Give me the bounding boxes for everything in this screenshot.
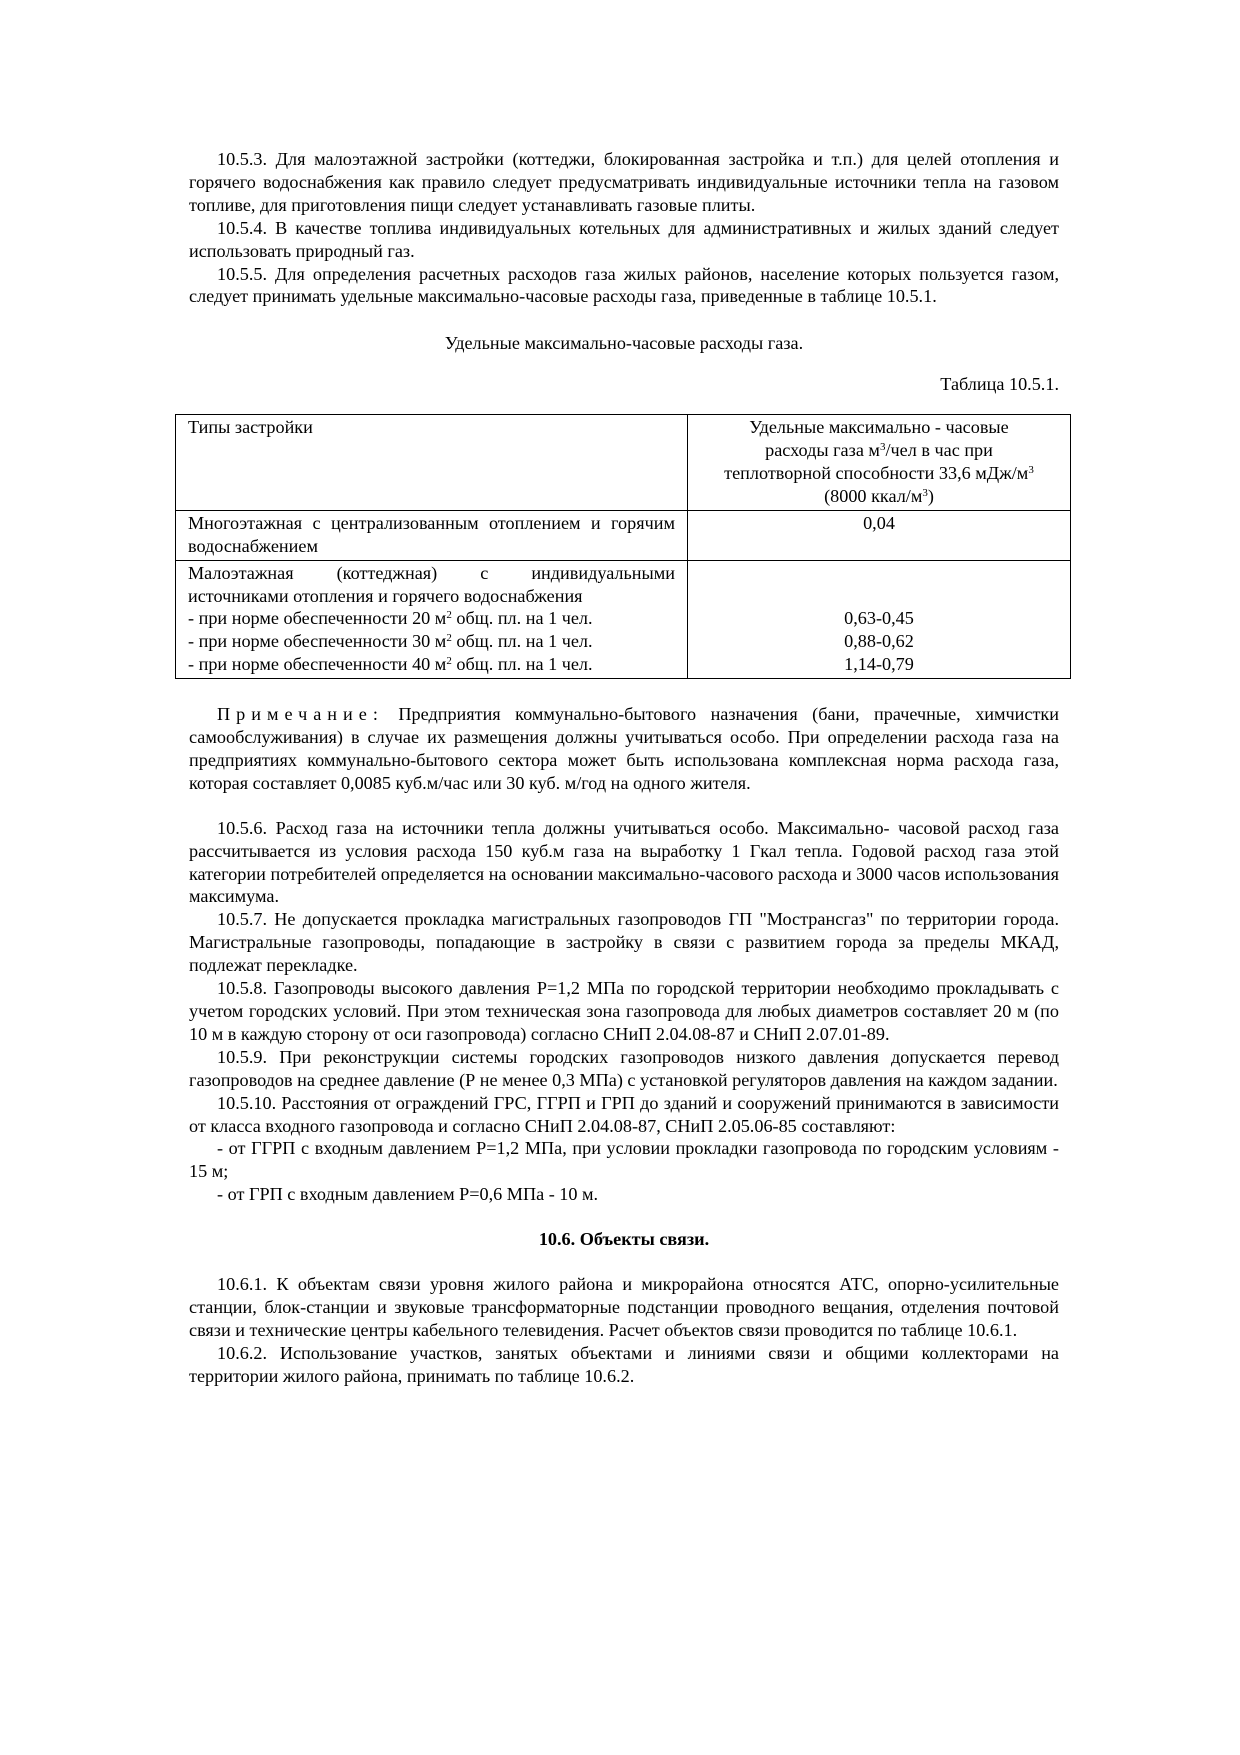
paragraph-10-5-10: 10.5.10. Расстояния от ограждений ГРС, ГГРП и ГРП до зданий и сооружений принимаются в зависимости от класса входного газопровода и согласно СНиП 2.04.08-87, СНиП 2.05.06-85 составляют:	[189, 1092, 1059, 1136]
lowrise-norm-20: - при норме обеспеченности 20 $м^2$ общ. пл. на 1 чел.	[188, 608, 593, 629]
section-heading: 10.6. Объекты связи.	[538, 1229, 710, 1250]
note-text: Предприятия коммунально-бытового назначения (бани, прачечные, химчистки самообслуживания) в случае их размещения должны учитываться особо. При определении расхода газа на предприятиях коммунально-бытового сектора может быть использована комплексная норма расхода газа, которая составляет 0,0085 куб.м/час или 30 куб. м/год на одного жителя.	[189, 704, 1059, 793]
table-header-row	[176, 415, 1071, 511]
lowrise-value-30: 0,88-0,62	[844, 631, 914, 652]
paragraph-10-5-8: 10.5.8. Газопроводы высокого давления Р=1,2 МПа по городской территории необходимо прокладывать с учетом городских условий. При этом техническая зона газопровода для любых диаметров составляет 20 м (по 10 м в каждую сторону от оси газопровода) согласно СНиП 2.04.08-87 и СНиП 2.07.01-89.	[189, 978, 1059, 1044]
paragraph-10-5-9: 10.5.9. При реконструкции системы городских газопроводов низкого давления допускается перевод газопроводов на среднее давление (Р не менее 0,3 МПа) с установкой регуляторов давления на каждом задании.	[189, 1046, 1059, 1090]
paragraph-10-6-1: 10.6.1. К объектам связи уровня жилого района и микрорайона относятся АТС, опорно-усилительные станции, блок-станции и звуковые трансформаторные подстанции проводного вещания, отделения почтовой связи и технические центры кабельного телевидения. Расчет объектов связи проводится по таблице 10.6.1.	[189, 1274, 1059, 1340]
table-cell-lowrise-values	[688, 560, 1071, 679]
paragraph-10-5-3: 10.5.3. Для малоэтажной застройки (коттеджи, блокированная застройка и т.п.) для целей отопления и горячего водоснабжения как правило следует предусматривать индивидуальные источники тепла на газовом топливе, для приготовления пищи следует устанавливать газовые плиты.	[189, 149, 1059, 215]
table-cell-multistorey-value: 0,04	[688, 510, 1071, 560]
note-label: Примечание:	[217, 704, 384, 725]
table-row	[176, 560, 1071, 679]
paragraph-10-5-4: 10.5.4. В качестве топлива индивидуальных котельных для административных и жилых зданий следует использовать природный газ.	[189, 217, 1059, 261]
table-number: Таблица 10.5.1.	[940, 374, 1059, 395]
paragraph-10-5-6: 10.5.6. Расход газа на источники тепла должны учитываться особо. Максимально- часовой расход газа рассчитывается из условия расхода 150 куб.м газа на выработку 1 Гкал тепла. Годовой расход газа этой категории потребителей определяется на основании максимально-часового расхода и 3000 часов использования максимума.	[189, 817, 1059, 907]
table-cell-multistorey: Многоэтажная с централизованным отоплением и горячим водоснабжением	[176, 510, 688, 560]
document-page	[189, 148, 1059, 1388]
table-cell-lowrise: Малоэтажная (коттеджная) с индивидуальными источниками отопления и горячего водоснабжения - при норме обеспеченности 20 $м^2$ общ. пл. на 1 чел. - при норме обеспеченности 30 $м^2$ общ. пл. на 1 чел. - при норме обеспеченности 40 $м^2$ общ. пл. на 1 чел.	[176, 560, 688, 679]
table-header-consumption: Удельные максимально - часовые расходы газа $м^3$/чел в час при теплотворной способности 33,6 мДж/$м^3$ (8000 ккал/$м^3$)	[688, 415, 1071, 511]
paragraph-10-6-2: 10.6.2. Использование участков, занятых объектами и линиями связи и общими коллекторами на территории жилого района, принимать по таблице 10.6.2.	[189, 1342, 1059, 1386]
list-item-grp: - от ГРП с входным давлением Р=0,6 МПа - 10 м.	[217, 1184, 599, 1205]
table-caption: Удельные максимально-часовые расходы газа.	[444, 333, 804, 354]
lowrise-norm-30: - при норме обеспеченности 30 $м^2$ общ. пл. на 1 чел.	[188, 631, 593, 652]
table-row	[176, 510, 1071, 560]
paragraph-10-5-7: 10.5.7. Не допускается прокладка магистральных газопроводов ГП "Мострансгаз" по территории города. Магистральные газопроводы, попадающие в застройку в связи с развитием города за пределы МКАД, подлежат перекладке.	[189, 909, 1059, 976]
paragraph-10-5-5: 10.5.5. Для определения расчетных расходов газа жилых районов, население которых пользуется газом, следует принимать удельные максимально-часовые расходы газа, приведенные в таблице 10.5.1.	[189, 263, 1059, 307]
list-item-ggrp: - от ГГРП с входным давлением Р=1,2 МПа, при условии прокладки газопровода по городским условиям - 15 м;	[189, 1138, 1059, 1182]
table-note	[189, 703, 1059, 795]
lowrise-value-40: 1,14-0,79	[844, 654, 914, 675]
lowrise-value-20: 0,63-0,45	[844, 608, 914, 629]
gas-consumption-table	[175, 414, 1071, 679]
lowrise-norm-40: - при норме обеспеченности 40 $м^2$ общ. пл. на 1 чел.	[188, 654, 593, 675]
table-header-building-type: Типы застройки	[176, 415, 688, 511]
